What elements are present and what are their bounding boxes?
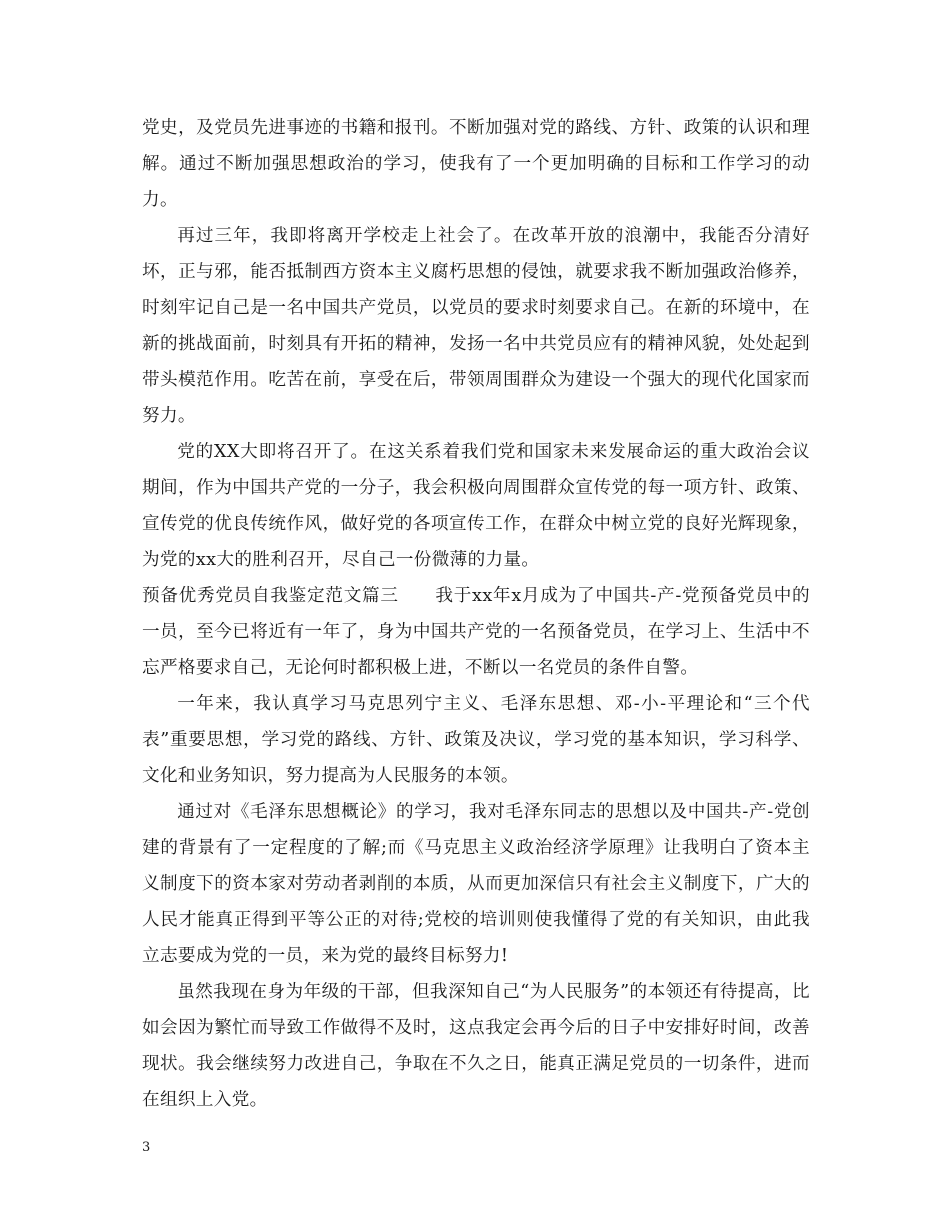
document-body [142, 110, 810, 1118]
paragraph-1: 党史，及党员先进事迹的书籍和报刊。不断加强对党的路线、方针、政策的认识和理解。通过不断加强思想政治的学习，使我有了一个更加明确的目标和工作学习的动力。 [142, 118, 810, 210]
paragraph-7: 虽然我现在身为年级的干部，但我深知自己“为人民服务”的本领还有待提高，比如会因为繁忙而导致工作做得不及时，这点我定会再今后的日子中安排好时间，改善现状。我会继续努力改进自己，争取在不久之日，能真正满足党员的一切条件，进而在组织上入党。 [142, 982, 810, 1110]
paragraph-6: 通过对《毛泽东思想概论》的学习，我对毛泽东同志的思想以及中国共-产-党创建的背景有了一定程度的了解;而《马克思主义政治经济学原理》让我明白了资本主义制度下的资本家对劳动者剥削的本质，从而更加深信只有社会主义制度下，广大的人民才能真正得到平等公正的对待;党校的培训则使我懂得了党的有关知识，由此我立志要成为党的一员，来为党的最终目标努力! [142, 802, 810, 966]
paragraph-5: 一年来，我认真学习马克思列宁主义、毛泽东思想、邓-小-平理论和“三个代表”重要思想，学习党的路线、方针、政策及决议，学习党的基本知识，学习科学、文化和业务知识，努力提高为人民服务的本领。 [142, 694, 810, 786]
paragraph-2: 再过三年，我即将离开学校走上社会了。在改革开放的浪潮中，我能否分清好坏，正与邪，能否抵制西方资本主义腐朽思想的侵蚀，就要求我不断加强政治修养，时刻牢记自己是一名中国共产党员，以党员的要求时刻要求自己。在新的环境中，在新的挑战面前，时刻具有开拓的精神，发扬一名中共党员应有的精神风貌，处处起到带头模范作用。吃苦在前，享受在后，带领周围群众为建设一个强大的现代化国家而努力。 [142, 226, 810, 426]
paragraph-3: 党的XX大即将召开了。在这关系着我们党和国家未来发展命运的重大政治会议期间，作为中国共产党的一分子，我会积极向周围群众宣传党的每一项方针、政策、宣传党的优良传统作风，做好党的各项宣传工作，在群众中树立党的良好光辉现象，为党的xx大的胜利召开，尽自己一份微薄的力量。 [142, 442, 810, 570]
page-number: 3 [142, 1140, 151, 1155]
paragraph-4-section-heading: 预备优秀党员自我鉴定范文篇三 我于xx年x月成为了中国共-产-党预备党员中的一员，至今已将近有一年了，身为中国共产党的一名预备党员，在学习上、生活中不忘严格要求自己，无论何时都积极上进，不断以一名党员的条件自警。 [142, 586, 810, 678]
